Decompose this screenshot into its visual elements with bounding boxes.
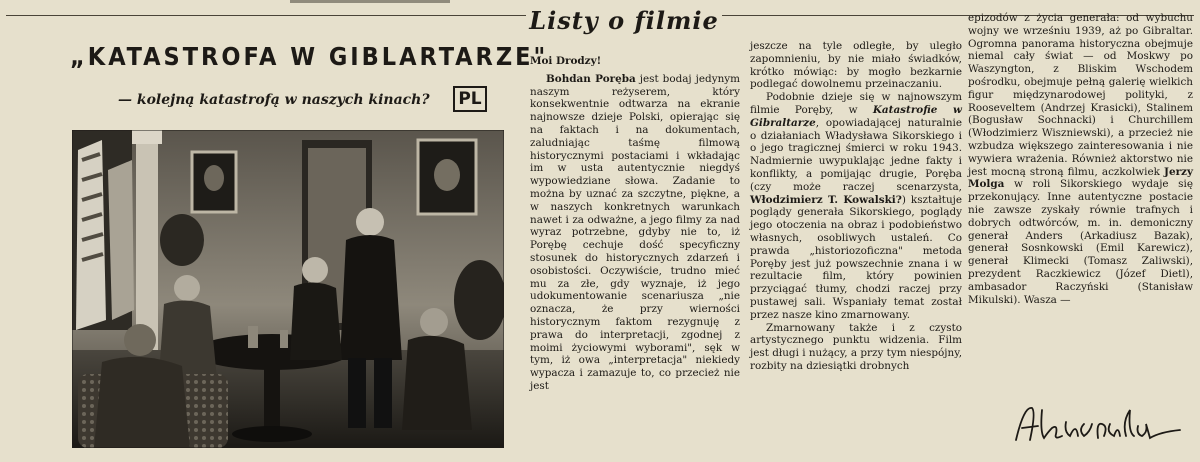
film-title: Katastrofie w Gibraltarze bbox=[750, 103, 962, 129]
section-title: Listy o filmie bbox=[526, 6, 722, 36]
letter-paragraph bbox=[750, 91, 962, 321]
paragraph-text: w roli Sikorskiego wydaje się przekonujący. Inne autentyczne postacie nie zawsze zyskały równie trafnych i dobrych odtwórców, m. in. demoniczny generał Anders (Arkadiusz Bazak), generał Sosnkowski (Emil Karewicz), generał Klimecki (Tomasz Zaliwski), prezydent Raczkiewicz (Józef Dietl), ambasador Raczyński (Stanisław Mikulski). Wasza — bbox=[968, 178, 1193, 306]
letter-paragraph bbox=[530, 73, 740, 393]
letter-paragraph: jeszcze na tyle odległe, by uległo zapomnieniu, by nie miało świadków, krótko mówiąc: by mogło bezkarnie podlegać dowolnemu przeinaczaniu. bbox=[750, 40, 962, 91]
pl-badge: PL bbox=[453, 86, 487, 112]
paragraph-text: jest bodaj jedynym naszym reżyserem, który konsekwentnie odtwarza na ekranie najnowsze dzieje Polski, opierając się na faktach i na dokumentach, zaludniając taśmę filmową historycznymi postaciami i wkładając im w usta autentycznie niegdyś wypowiedziane słowa. Zadanie to można by uznać za szczytne, piękne, a w naszych konkretnych warunkach nawet i za odważne, a jego filmy za nad wyraz potrzebne, gdyby nie to, iż Porębę cechuje dość specyficzny stosunek do historycznych zdarzeń i osobistości. Oczywiście, trudno mieć mu za złe, gdy wyznaje, iż jego udokumentowanie scenariusza „nie oznacza, że przy wierności historycznym faktom rezygnuję z prawa do interpretacji, zgodnej z moimi życiowymi wyborami", sęk w tym, iż owa „interpretacja" niekiedy wypacza i zamazuje to, co przecież nie jest bbox=[530, 72, 740, 392]
letter-column-3 bbox=[968, 12, 1193, 306]
film-still-photo bbox=[72, 130, 504, 448]
letter-paragraph bbox=[968, 12, 1193, 306]
paragraph-text: ) kształtuje poglądy generała Sikorskiego, poglądy jego otoczenia na obraz i podobieństwo własnych, osobliwych ustaleń. Co prawda „historiozoficzna" metoda Poręby jest już powszechnie znana i w rezultacie film, który powinien przyciągać tłumy, chodzi raczej przy pustawej sali. Wspaniały temat został przez nasze kino zmarnowany. bbox=[750, 193, 963, 321]
article-headline: „KATASTROFA W GIBLARTARZE" bbox=[70, 42, 549, 71]
letter-column-1 bbox=[530, 55, 740, 393]
paragraph-text: epizodów z życia generała: od wybuchu wojny we wrześniu 1939, aż po Gibraltar. Ogromna panorama historyczna obejmuje niemal cały świat — od Moskwy po Waszyngton, z Bliskim Wschodem pośrodku, obejmuje pełną galerię wielkich figur międzynarodowej polityki, z Rooseveltem (Andrzej Krasicki), Stalinem (Bogusław Sochnacki) i Churchillem (Włodzimierz Wiszniewski), a przecież nie wzbudza większego zainteresowania i nie wywiera wrażenia. Również aktorstwo nie jest mocną stroną filmu, aczkolwiek bbox=[968, 12, 1193, 178]
screenwriter-name: Włodzimierz T. Kowalski? bbox=[750, 193, 902, 206]
article-subtitle: — kolejną katastrofą w naszych kinach? bbox=[118, 92, 430, 108]
letter-column-2 bbox=[750, 40, 962, 373]
paragraph-text: Podobnie dzieje się w najnowszym filmie Poręby, w bbox=[750, 91, 962, 116]
signature bbox=[1010, 402, 1190, 446]
actor-name: Jerzy Molga bbox=[968, 165, 1193, 191]
letter-greeting: Moi Drodzy! bbox=[530, 55, 602, 67]
paragraph-text: , opowiadającej naturalnie o działaniach Władysława Sikorskiego i o jego tragicznej śmierci w roku 1943. Nadmiernie uwypuklając jedne fakty i konflikty, a pomijając drugie, Poręba (czy może raczej scenarzysta, bbox=[750, 116, 962, 193]
film-still-image bbox=[72, 130, 504, 448]
letter-paragraph: Zmarnowany także i z czysto artystycznego punktu widzenia. Film jest długi i nużący, a przy tym niespójny, rozbity na dziesiątki drobnych bbox=[750, 321, 962, 372]
director-name: Bohdan Poręba bbox=[546, 72, 636, 85]
handwritten-signature bbox=[1010, 402, 1190, 446]
